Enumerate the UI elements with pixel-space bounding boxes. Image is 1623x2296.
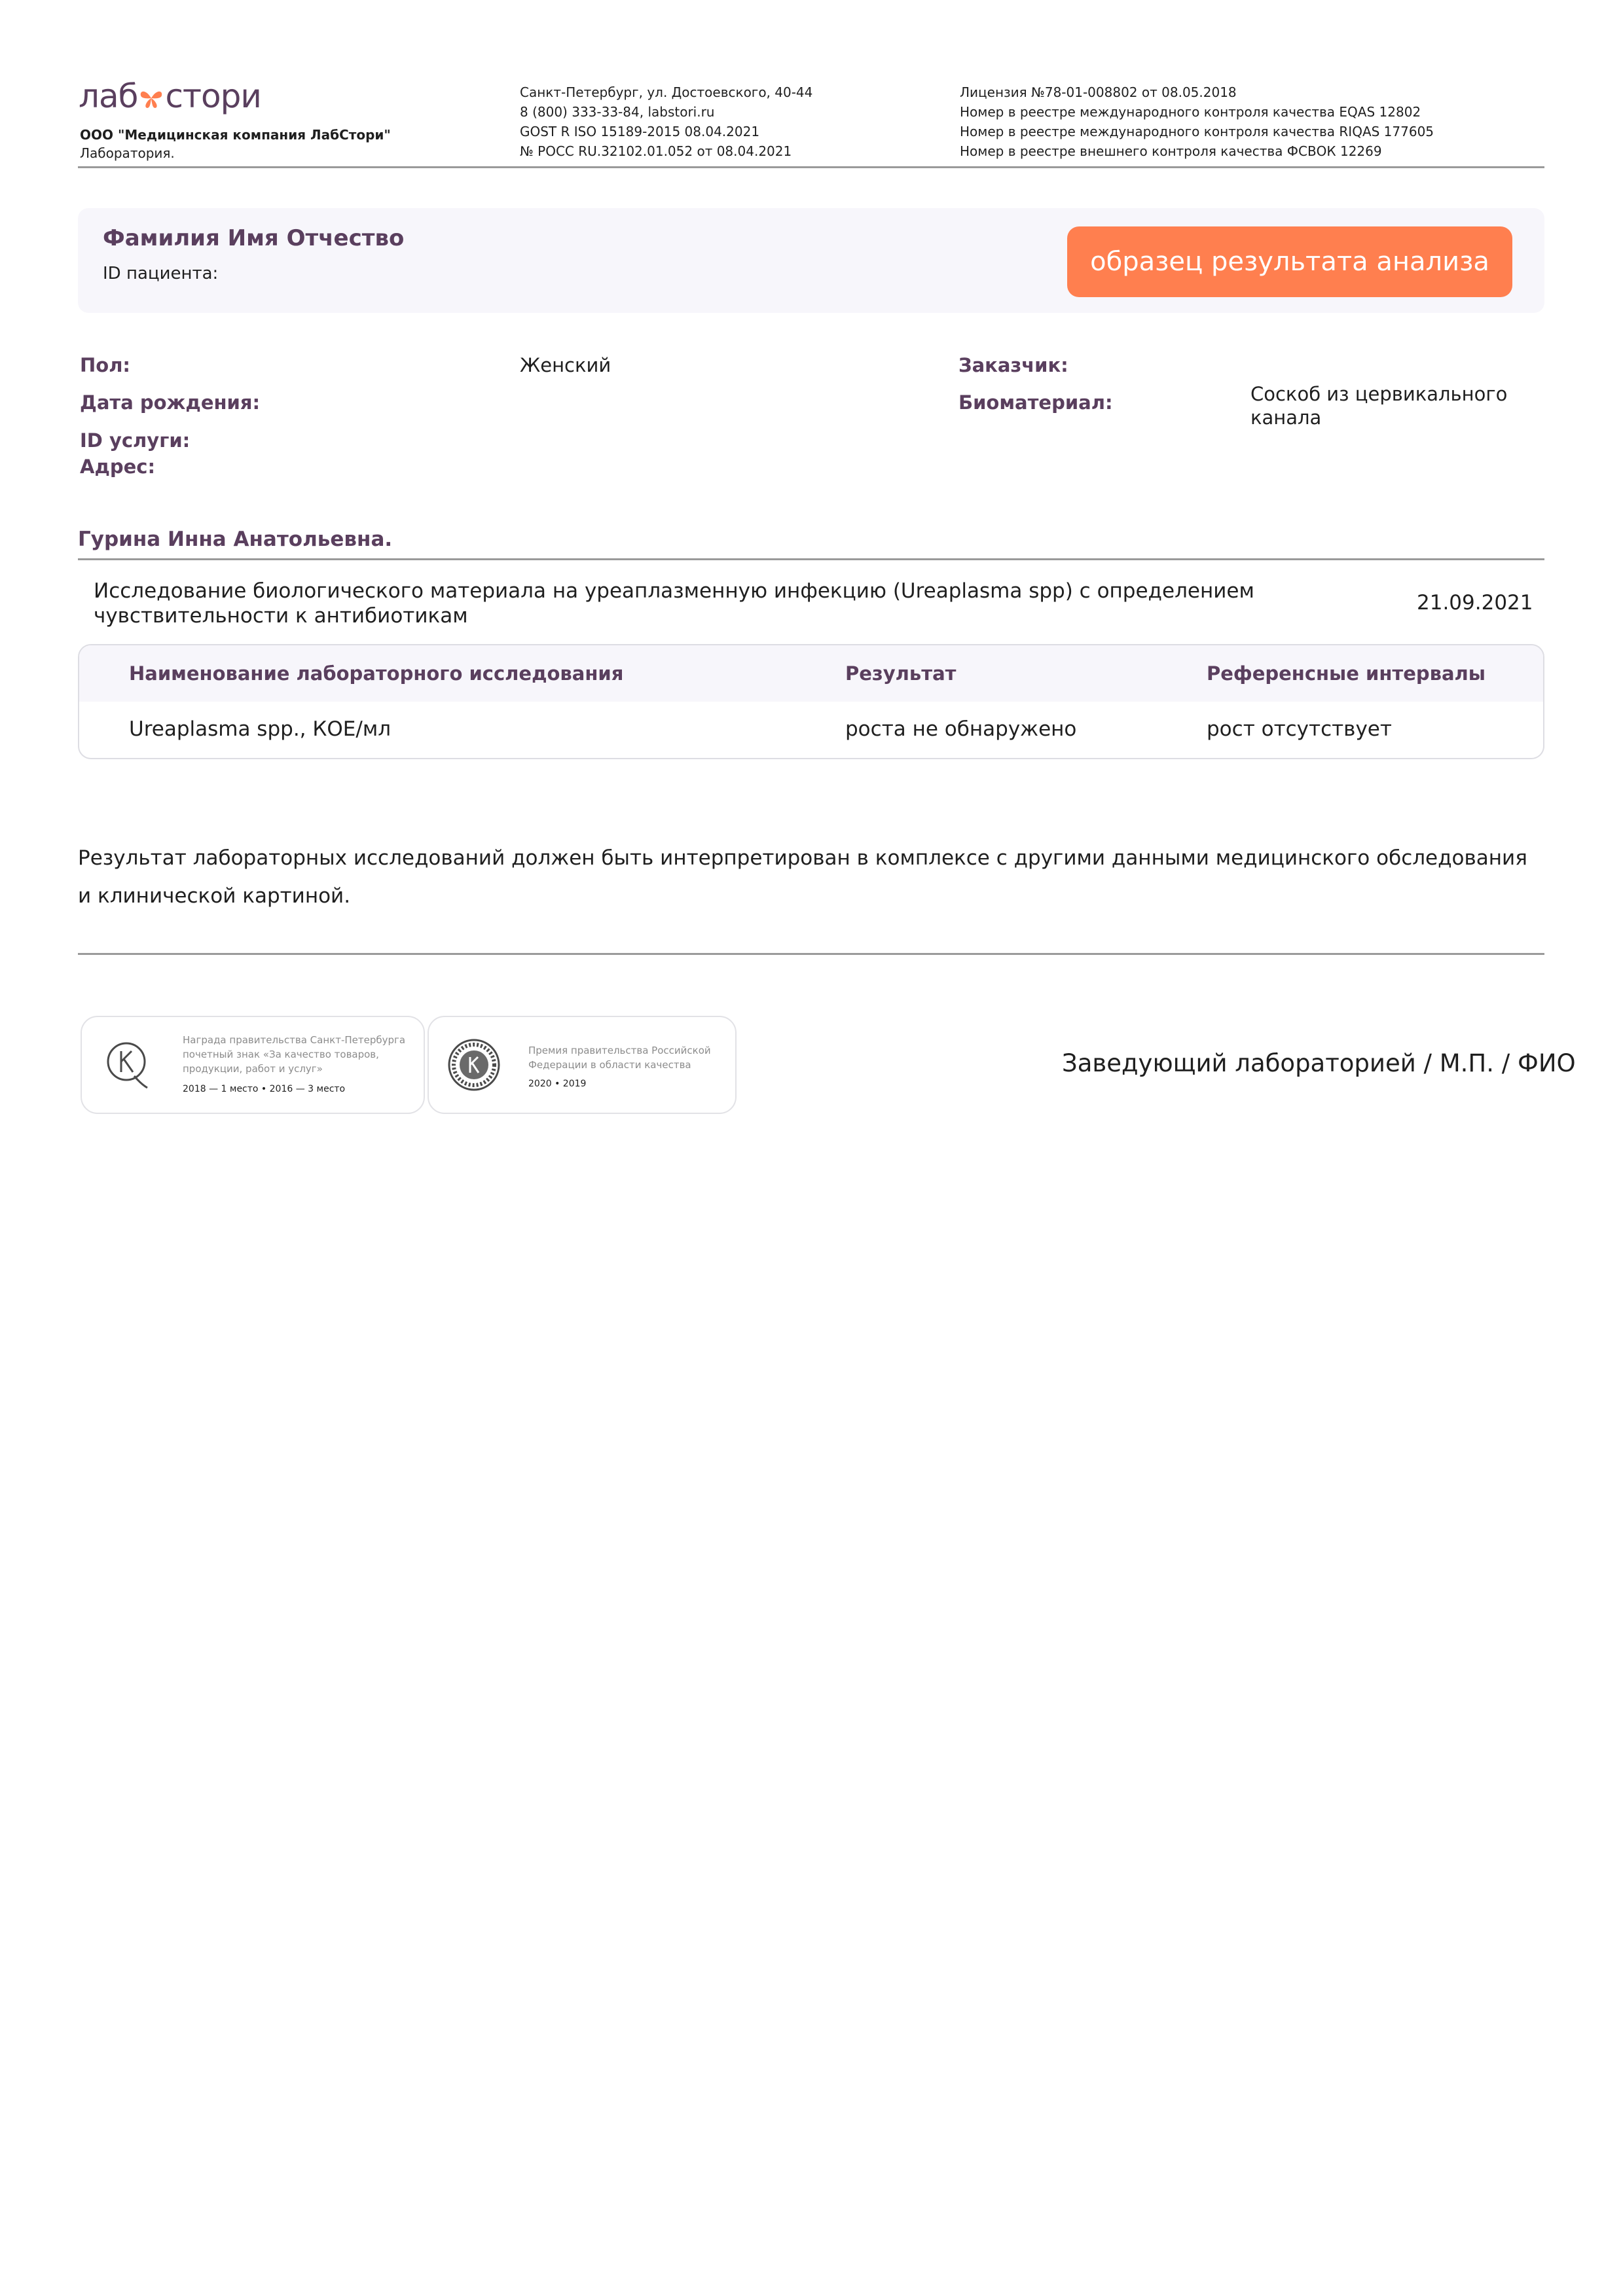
footer-divider <box>78 953 1544 955</box>
header-divider <box>78 166 1544 168</box>
award-rf-years: 2020 • 2019 <box>528 1079 587 1089</box>
biomaterial-value: Соскоб из цервикального канала <box>1250 383 1508 429</box>
test-title: Исследование биологического материала на уреаплазменную инфекцию (Ureaplasma spp) с определением чувствительности к антибиотикам <box>94 579 1254 628</box>
signature-line: Заведующий лабораторией / М.П. / ФИО <box>1062 1049 1576 1077</box>
sex-label: Пол: <box>80 354 131 376</box>
logo-text-left: лаб <box>79 77 138 115</box>
column-header-name: Наименование лабораторного исследования <box>129 662 624 685</box>
contact-ross: № РОСС RU.32102.01.052 от 08.04.2021 <box>520 143 792 159</box>
quality-seal-icon <box>446 1037 502 1093</box>
contacts-block <box>520 82 812 161</box>
address-label: Адрес: <box>80 456 156 478</box>
license-eqas: Номер в реестре международного контроля качества EQAS 12802 <box>960 104 1421 120</box>
column-header-result: Результат <box>845 662 957 685</box>
patient-name: Фамилия Имя Отчество <box>103 225 405 251</box>
contact-address: Санкт-Петербург, ул. Достоевского, 40-44 <box>520 84 813 100</box>
contact-phone-site: 8 (800) 333-33-84, labstori.ru <box>520 104 715 120</box>
birth-date-label: Дата рождения: <box>80 391 261 414</box>
butterfly-icon <box>138 85 164 111</box>
service-id-label: ID услуги: <box>80 429 191 452</box>
logo-text-right: стори <box>165 77 261 115</box>
contact-gost: GOST R ISO 15189-2015 08.04.2021 <box>520 124 760 139</box>
quality-mark-icon <box>105 1038 150 1092</box>
company-subtitle: Лаборатория. <box>80 145 175 161</box>
sex-value: Женский <box>520 354 611 376</box>
biomaterial-label: Биоматериал: <box>958 391 1113 414</box>
customer-label: Заказчик: <box>958 354 1068 376</box>
logo-wordmark <box>79 73 275 119</box>
licenses-block <box>960 82 1434 161</box>
doctor-name: Гурина Инна Анатольевна. <box>78 528 393 551</box>
company-name: ООО "Медицинская компания ЛабСтори" <box>80 127 391 143</box>
results-table <box>78 644 1544 759</box>
test-date: 21.09.2021 <box>1417 591 1533 615</box>
row-result: роста не обнаружено <box>845 717 1077 741</box>
award-spb-text <box>183 1033 405 1076</box>
license-riqas: Номер в реестре международного контроля качества RIQAS 177605 <box>960 124 1434 139</box>
section-divider <box>78 558 1544 560</box>
award-spb-years: 2018 — 1 место • 2016 — 3 место <box>183 1084 346 1094</box>
award-spb-line-1: Награда правительства Санкт-Петербурга <box>183 1034 406 1046</box>
award-rf <box>428 1016 737 1114</box>
license-number: Лицензия №78-01-008802 от 08.05.2018 <box>960 84 1237 100</box>
row-reference: рост отсутствует <box>1207 717 1392 741</box>
award-rf-line-1: Премия правительства Российской <box>528 1045 711 1056</box>
award-spb-line-3: продукции, работ и услуг» <box>183 1063 323 1075</box>
labstori-logo <box>79 73 275 119</box>
patient-id-label: ID пациента: <box>103 264 219 283</box>
award-spb <box>81 1016 425 1114</box>
award-rf-text <box>528 1043 711 1072</box>
sample-result-badge: образец результата анализа <box>1067 226 1512 297</box>
award-spb-line-2: почетный знак «За качество товаров, <box>183 1049 379 1060</box>
row-test-name: Ureaplasma spp., КОЕ/мл <box>129 717 392 741</box>
license-fsvok: Номер в реестре внешнего контроля качества ФСВОК 12269 <box>960 143 1382 159</box>
interpretation-note: Результат лабораторных исследований должен быть интерпретирован в комплексе с другими данными медицинского обследования и клинической картиной. <box>78 846 1527 908</box>
award-rf-line-2: Федерации в области качества <box>528 1059 691 1071</box>
column-header-reference: Референсные интервалы <box>1207 662 1486 685</box>
